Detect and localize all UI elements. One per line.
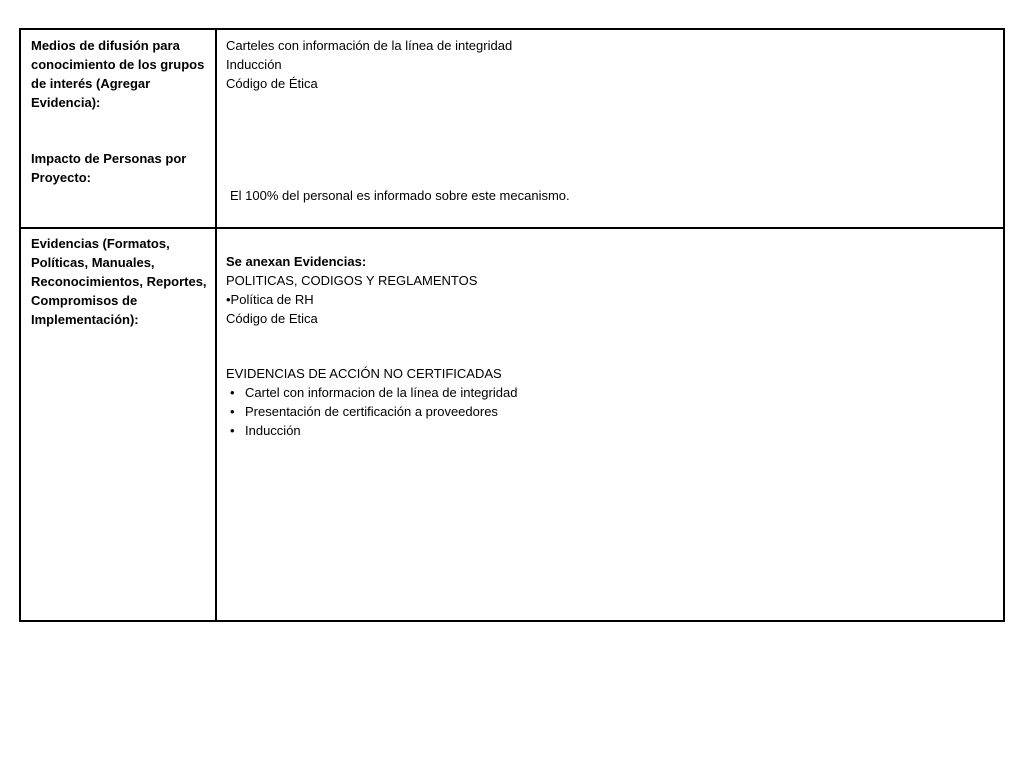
medios-line-carteles: Carteles con información de la línea de integridad: [226, 38, 513, 53]
list-item: [226, 402, 986, 421]
bullet-icon: •: [230, 385, 235, 400]
evidence-table: [19, 28, 1005, 622]
medios-list: [226, 36, 986, 93]
bullet-text-cartel: Cartel con informacion de la línea de integridad: [245, 385, 518, 400]
label-medios-difusion: Medios de difusión para conocimiento de los grupos de interés (Agregar Evidencia):: [31, 38, 205, 110]
politica-rh-item: •Política de RH: [226, 292, 314, 307]
no-certificadas-heading: EVIDENCIAS DE ACCIÓN NO CERTIFICADAS: [226, 366, 502, 381]
politicas-heading: POLITICAS, CODIGOS Y REGLAMENTOS: [226, 273, 478, 288]
medios-line-induccion: Inducción: [226, 57, 282, 72]
no-certificadas-block: [226, 364, 986, 440]
no-certificadas-list: [226, 383, 986, 440]
label-impacto-personas: Impacto de Personas por Proyecto:: [31, 151, 187, 185]
anexan-heading: Se anexan Evidencias:: [226, 254, 367, 269]
codigo-etica-item: Código de Etica: [226, 311, 318, 326]
bullet-icon: •: [230, 404, 235, 419]
column-divider: [215, 30, 217, 620]
bullet-text-presentacion: Presentación de certificación a proveedores: [245, 404, 498, 419]
list-item: [226, 383, 986, 402]
label-evidencias: Evidencias (Formatos, Políticas, Manuales, Reconocimientos, Reportes, Compromisos de Implementación):: [31, 236, 207, 327]
row-divider: [21, 227, 1003, 229]
medios-line-codigo-etica: Código de Ética: [226, 76, 318, 91]
evidencias-block: [226, 252, 986, 328]
bullet-text-induccion: Inducción: [245, 423, 301, 438]
impacto-text: El 100% del personal es informado sobre este mecanismo.: [230, 188, 570, 203]
list-item: [226, 421, 986, 440]
bullet-icon: •: [230, 423, 235, 438]
